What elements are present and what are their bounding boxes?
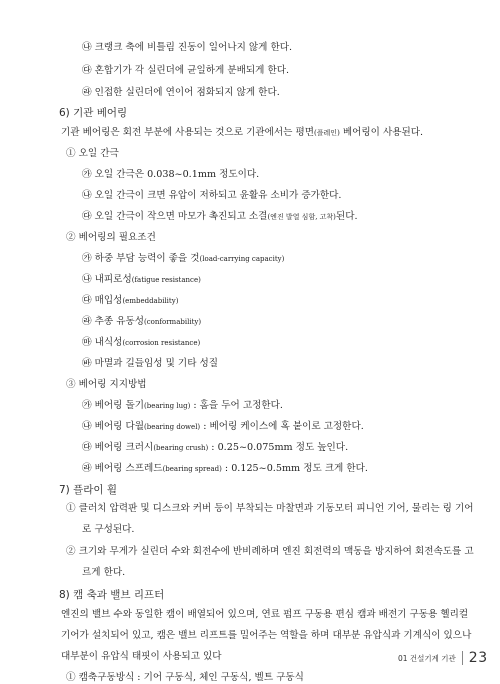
page-number: 23 [468,650,488,666]
text-line: ㉰ 베어링 크러시(bearing crush) : 0.25~0.075mm 정도 높인다. [82,442,349,453]
text-line: ㉯ 오일 간극이 크면 유압이 저하되고 윤활유 소비가 증가한다. [82,190,342,201]
text-line: 대부분이 유압식 태핏이 사용되고 있다 [61,651,222,662]
text-line: 기관 베어링은 회전 부분에 사용되는 것으로 기관에서는 평면(플레인) 베어링이 사용된다. [61,127,424,138]
text-line: ㉲ 내식성(corrosion resistance) [82,337,201,348]
list-item: ① 클러치 압력판 및 디스크와 커버 등이 부착되는 마찰면과 기동모터 피니언 기어, 물리는 링 기어 [66,503,474,514]
chapter-label: 01 건설기계 기관 [398,653,456,663]
section-heading: 7) 플라이 휠 [59,484,118,496]
list-item: ② 크기와 무게가 실린더 수와 회전수에 반비례하며 엔진 회전력의 맥동을 방지하여 회전속도를 고 [66,546,474,557]
text-line: ㉮ 베어링 돌기(bearing lug) : 홈을 두어 고정한다. [82,400,283,411]
text-line: ㉮ 하중 부담 능력이 좋을 것(load-carrying capacity) [82,253,285,264]
list-item: ① 캠축구동방식 : 기어 구동식, 체인 구동식, 벨트 구동식 [66,672,304,683]
list-item: ① 오일 간극 [66,148,119,159]
list-item: ② 베어링의 필요조건 [66,232,156,243]
page-footer [398,650,488,666]
list-item: ③ 베어링 지지방법 [66,379,147,390]
text-line: ㉮ 오일 간극은 0.038~0.1mm 정도이다. [82,169,260,180]
text-line: ㉯ 베어링 다월(bearing dowel) : 베어링 케이스에 혹 붙이로 고정한다. [82,421,364,432]
text-line: ㉱ 추종 유동성(conformability) [82,316,202,327]
text-line: ㉰ 매입성(embeddability) [82,295,179,306]
text-line: ㉯ 크랭크 축에 비틀림 진동이 일어나지 않게 한다. [82,42,293,53]
text-line: ㉰ 혼합기가 각 실린더에 균일하게 분배되게 한다. [82,65,290,76]
text-line: ㉱ 인접한 실린더에 연이어 점화되지 않게 한다. [82,87,280,98]
footer-divider [462,651,463,665]
text-line: 기어가 설치되어 있고, 캠은 밸브 리프트를 밀어주는 역할을 하며 대부분 유압식과 기계식이 있으나 [61,630,472,641]
text-line: 르게 한다. [82,567,126,578]
text-line: ㉱ 베어링 스프레드(bearing spread) : 0.125~0.5mm 정도 크게 한다. [82,463,368,474]
text-line: 로 구성된다. [82,524,135,535]
text-line: 엔진의 밸브 수와 동일한 캠이 배열되어 있으며, 연료 펌프 구동용 편심 캠과 배전기 구동용 헬리컬 [61,609,469,620]
section-heading: 8) 캠 축과 밸브 리프터 [59,589,165,601]
text-line: ㉰ 오일 간극이 작으면 마모가 촉진되고 소결(엔진 발열 심함, 고착)된다. [82,211,358,222]
section-heading: 6) 기관 베어링 [59,107,128,119]
text-line: ㉯ 내피로성(fatigue resistance) [82,274,201,285]
text-line: ㉳ 마멸과 길들임성 및 기타 성질 [82,358,219,369]
